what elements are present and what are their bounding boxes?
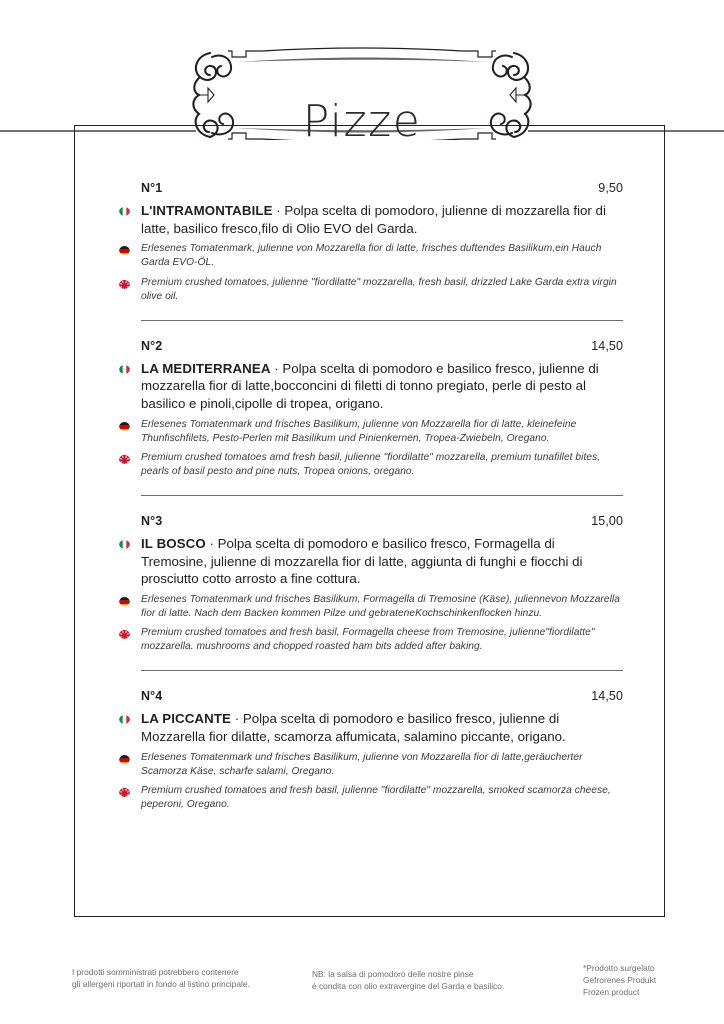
menu-item-name: LA PICCANTE [141,711,231,727]
menu-item-price: 14,50 [591,689,623,704]
menu-item-spacer [119,321,623,339]
description-german-text: Erlesenes Tomatenmark, julienne von Mozzarella fior di latte, frisches duftendes Basilikum,ein Hauch Garda EVO-ÖL. [141,243,602,269]
menu-item-spacer [119,496,623,514]
menu-item [119,339,623,479]
uk-flag-icon [119,628,130,639]
menu-item-header [119,181,623,195]
menu-item-description-de [119,418,623,446]
menu-item-header [119,689,623,703]
italy-flag-icon [119,205,130,216]
menu-item-description-en [119,451,623,479]
page-title: Pizze [302,96,422,147]
description-italian-body: Polpa scelta di pomodoro, julienne di mozzarella fior di latte, basilico fresco,filo di Olio EVO del Garda. [141,203,606,236]
menu-item-price: 14,50 [591,338,623,353]
menu-item-description-it [119,710,623,745]
description-italian-body: Polpa scelta di pomodoro e basilico fresco, julienne di Mozzarella fior dilatte, scamorza affumicata, salamino piccante, origano. [141,711,566,744]
menu-item-name: L'INTRAMONTABILE [141,203,273,218]
description-english-text: Premium crushed tomatoes, julienne "fiordilatte" mozzarella, fresh basil, drizzled Lake Garda extra virgin olive oil. [141,276,617,302]
italy-flag-icon [119,713,130,724]
menu-item-header [119,339,623,353]
footer-frozen-line-3: Frozen product [583,987,640,998]
menu-item-description-de [119,593,623,621]
page-footer [0,962,724,1022]
footer-allergen-line-2: gli allergeni riportati in fondo al listino principale. [72,979,250,990]
description-italian-text [141,535,623,588]
menu-item-number: N°1 [141,181,163,195]
menu-content-box [74,125,665,917]
footer-frozen-note [583,962,713,999]
germany-flag-icon [119,244,130,255]
footer-allergen-note [72,966,302,990]
uk-flag-icon [119,786,130,797]
italy-flag-icon [119,538,130,549]
footer-sauce-line-1: NB: la salsa di pomodoro delle nostre pinse [312,969,474,979]
description-german-text: Erlesenes Tomatenmark und frisches Basilikum, Formagella di Tremosine (Käse), juliennevon Mozzarella fior di latte. Nach dem Backen kommen Pilze und gebrateneKochschinkenflocken hinzu. [141,594,620,620]
name-separator: · [270,360,283,376]
menu-item-name: IL BOSCO [141,535,206,551]
menu-item-number: N°2 [141,338,163,353]
menu-item-description-de [119,751,623,779]
menu-item [119,689,623,812]
menu-item-description-de [119,242,623,270]
description-german-text: Erlesenes Tomatenmark und frisches Basilikum, julienne von Mozzarella fior di latte, kleinefeine Thunfischfilets, Pesto-Perlen mit Basilikum und Pinienkernen, Tropea-Zwiebeln, Oregano. [141,418,577,444]
menu-item [119,181,623,304]
description-english-text: Premium crushed tomatoes amd fresh basil, julienne "fiordilatte" mozzarella, premium tunafillet bites, pearls of basil pesto and pine nuts, Tropea onions, oregano. [141,451,601,477]
uk-flag-icon [119,453,130,464]
description-english-text: Premium crushed tomatoes and fresh basil, Formagella cheese from Tremosine, julienne"fiordilatte" mozzarella. mushrooms and chopped roasted ham bits added after baking. [141,627,595,653]
description-english-text: Premium crushed tomatoes and fresh basil, julienne "fiordilatte" mozzarella, smoked scamorza cheese, peperoni, Oregano. [141,784,611,810]
germany-flag-icon [119,753,130,764]
description-italian-text [141,360,623,413]
name-separator: · [231,711,243,727]
footer-allergen-line-1: I prodotti somministrati potrebbero contenere [72,967,239,977]
menu-item-header [119,514,623,528]
uk-flag-icon [119,278,130,289]
description-italian-body: Polpa scelta di pomodoro e basilico fresco, Formagella di Tremosine, julienne di mozzarella fior di latte, aggiunta di funghi e fiocchi di prosciutto cotto arrosto a fine cottura. [141,535,583,587]
italy-flag-icon [119,363,130,374]
footer-frozen-line-2: Gefrorenes Produkt [583,975,657,986]
menu-item-spacer [119,671,623,689]
menu-item [119,514,623,654]
footer-sauce-line-2: è condita con olio extravergine del Garda e basilico. [312,981,505,992]
menu-item-number: N°3 [141,513,163,528]
menu-item-description-it [119,360,623,413]
menu-item-price: 15,00 [591,513,623,528]
germany-flag-icon [119,420,130,431]
menu-item-number: N°4 [141,689,163,704]
footer-frozen-line-1: *Prodotto surgelato [583,963,655,973]
menu-item-list [119,181,623,812]
menu-item-description-it [119,202,623,237]
description-german-text: Erlesenes Tomatenmark und frisches Basilikum, julienne von Mozzarella fior di latte,geräucherter Scamorza Käse, scharfe salami, Oregano. [141,751,583,777]
name-separator: · [205,535,218,551]
germany-flag-icon [119,595,130,606]
menu-item-description-en [119,276,623,304]
menu-item-description-it [119,535,623,588]
name-separator: · [272,203,285,218]
footer-sauce-note [312,968,562,992]
menu-item-description-en [119,626,623,654]
menu-item-description-en [119,784,623,812]
menu-item-price: 9,50 [598,181,623,195]
menu-item-name: LA MEDITERRANEA [141,360,271,376]
description-italian-text [141,202,623,237]
description-italian-body: Polpa scelta di pomodoro e basilico fresco, julienne di mozzarella fior di latte,bocconcini di filetti di tonno pregiato, perle di pesto al basilico e pinoli,cipolle di tropea, origano. [141,360,599,411]
description-italian-text [141,710,623,745]
